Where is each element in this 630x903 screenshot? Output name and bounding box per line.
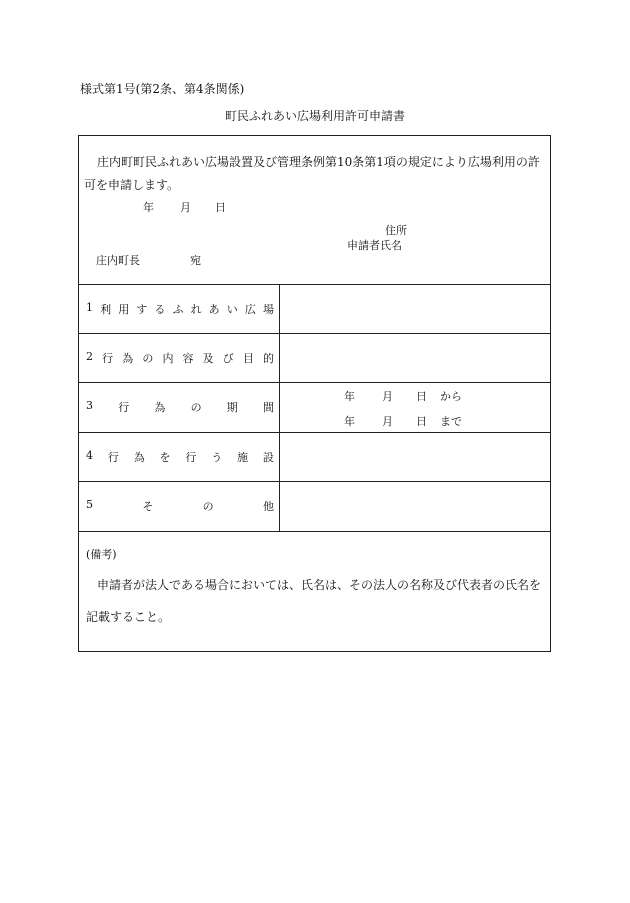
- period-from-year-label: 年: [344, 390, 355, 403]
- row-label-char: 行: [107, 451, 119, 464]
- column-divider: [279, 284, 280, 531]
- date-month-label: 月: [180, 201, 191, 214]
- row-divider: [79, 382, 550, 383]
- row-label-char: 用: [118, 303, 130, 316]
- address-label: 住所: [385, 224, 407, 237]
- remarks-line1: 申請者が法人である場合においては、氏名は、その法人の名称及び代表者の氏名を: [97, 578, 542, 592]
- period-to-label: まで: [440, 415, 462, 428]
- row-divider: [79, 284, 550, 285]
- row-label-char: 内: [162, 352, 174, 365]
- period-from-day-label: 日: [416, 390, 427, 403]
- row-label-char: れ: [190, 303, 202, 316]
- row-label-char: 設: [262, 451, 274, 464]
- addressee-suffix: 宛: [190, 254, 201, 267]
- row-label-char: 容: [182, 352, 194, 365]
- row-label-char: の: [142, 352, 154, 365]
- row-label-char: 為: [133, 451, 145, 464]
- row-label-char: を: [159, 451, 171, 464]
- row-label-char: 目: [242, 352, 254, 365]
- row-label-char: い: [226, 303, 238, 316]
- applicant-name-label: 申請者氏名: [347, 239, 402, 252]
- row-label-char: 為: [154, 401, 166, 414]
- period-from-month-label: 月: [382, 390, 393, 403]
- row-label-char: 為: [122, 352, 134, 365]
- row-label-char: 行: [102, 352, 114, 365]
- row-label-1: [86, 301, 274, 317]
- row-label-char: 利: [100, 303, 112, 316]
- row-divider: [79, 432, 550, 433]
- row-label-char: 行: [118, 401, 130, 414]
- row-label-char: 期: [226, 401, 238, 414]
- row-label-char: 的: [262, 352, 274, 365]
- row-divider: [79, 531, 550, 532]
- form-title: 町民ふれあい広場利用許可申請書: [224, 109, 405, 123]
- remarks-title: (備考): [86, 548, 117, 561]
- row-number: 2: [86, 350, 93, 363]
- row-label-3: [86, 399, 274, 415]
- date-day-label: 日: [215, 201, 226, 214]
- application-form: [78, 135, 551, 652]
- row-number: 3: [86, 399, 93, 412]
- row-label-char: 他: [262, 500, 274, 513]
- row-label-5: [86, 498, 274, 514]
- application-statement-line1: 庄内町町民ふれあい広場設置及び管理条例第10条第1項の規定により広場利用の許: [97, 155, 540, 169]
- row-number: 4: [86, 449, 93, 462]
- row-label-char: 及: [202, 352, 214, 365]
- row-label-char: う: [211, 451, 223, 464]
- form-number: 様式第1号(第2条、第4条関係): [80, 82, 245, 96]
- row-label-char: あ: [208, 303, 220, 316]
- row-label-char: る: [154, 303, 166, 316]
- period-to-month-label: 月: [382, 415, 393, 428]
- row-label-char: す: [136, 303, 148, 316]
- row-label-char: そ: [142, 500, 154, 513]
- period-to-day-label: 日: [416, 415, 427, 428]
- row-label-char: ふ: [172, 303, 184, 316]
- row-label-2: [86, 350, 274, 366]
- row-number: 1: [86, 301, 93, 314]
- row-label-char: 広: [244, 303, 256, 316]
- row-label-char: 行: [185, 451, 197, 464]
- row-label-char: の: [202, 500, 214, 513]
- row-divider: [79, 481, 550, 482]
- row-label-char: 場: [262, 303, 274, 316]
- period-to-year-label: 年: [344, 415, 355, 428]
- date-year-label: 年: [143, 201, 154, 214]
- row-label-char: の: [190, 401, 202, 414]
- application-statement-line2: 可を申請します。: [84, 178, 180, 192]
- row-label-char: 施: [237, 451, 249, 464]
- remarks-line2: 記載すること。: [86, 610, 171, 624]
- period-from-label: から: [440, 390, 462, 403]
- row-number: 5: [86, 498, 93, 511]
- row-divider: [79, 333, 550, 334]
- row-label-char: 間: [262, 401, 274, 414]
- row-label-4: [86, 449, 274, 465]
- row-label-char: び: [222, 352, 234, 365]
- addressee: 庄内町長: [96, 254, 140, 267]
